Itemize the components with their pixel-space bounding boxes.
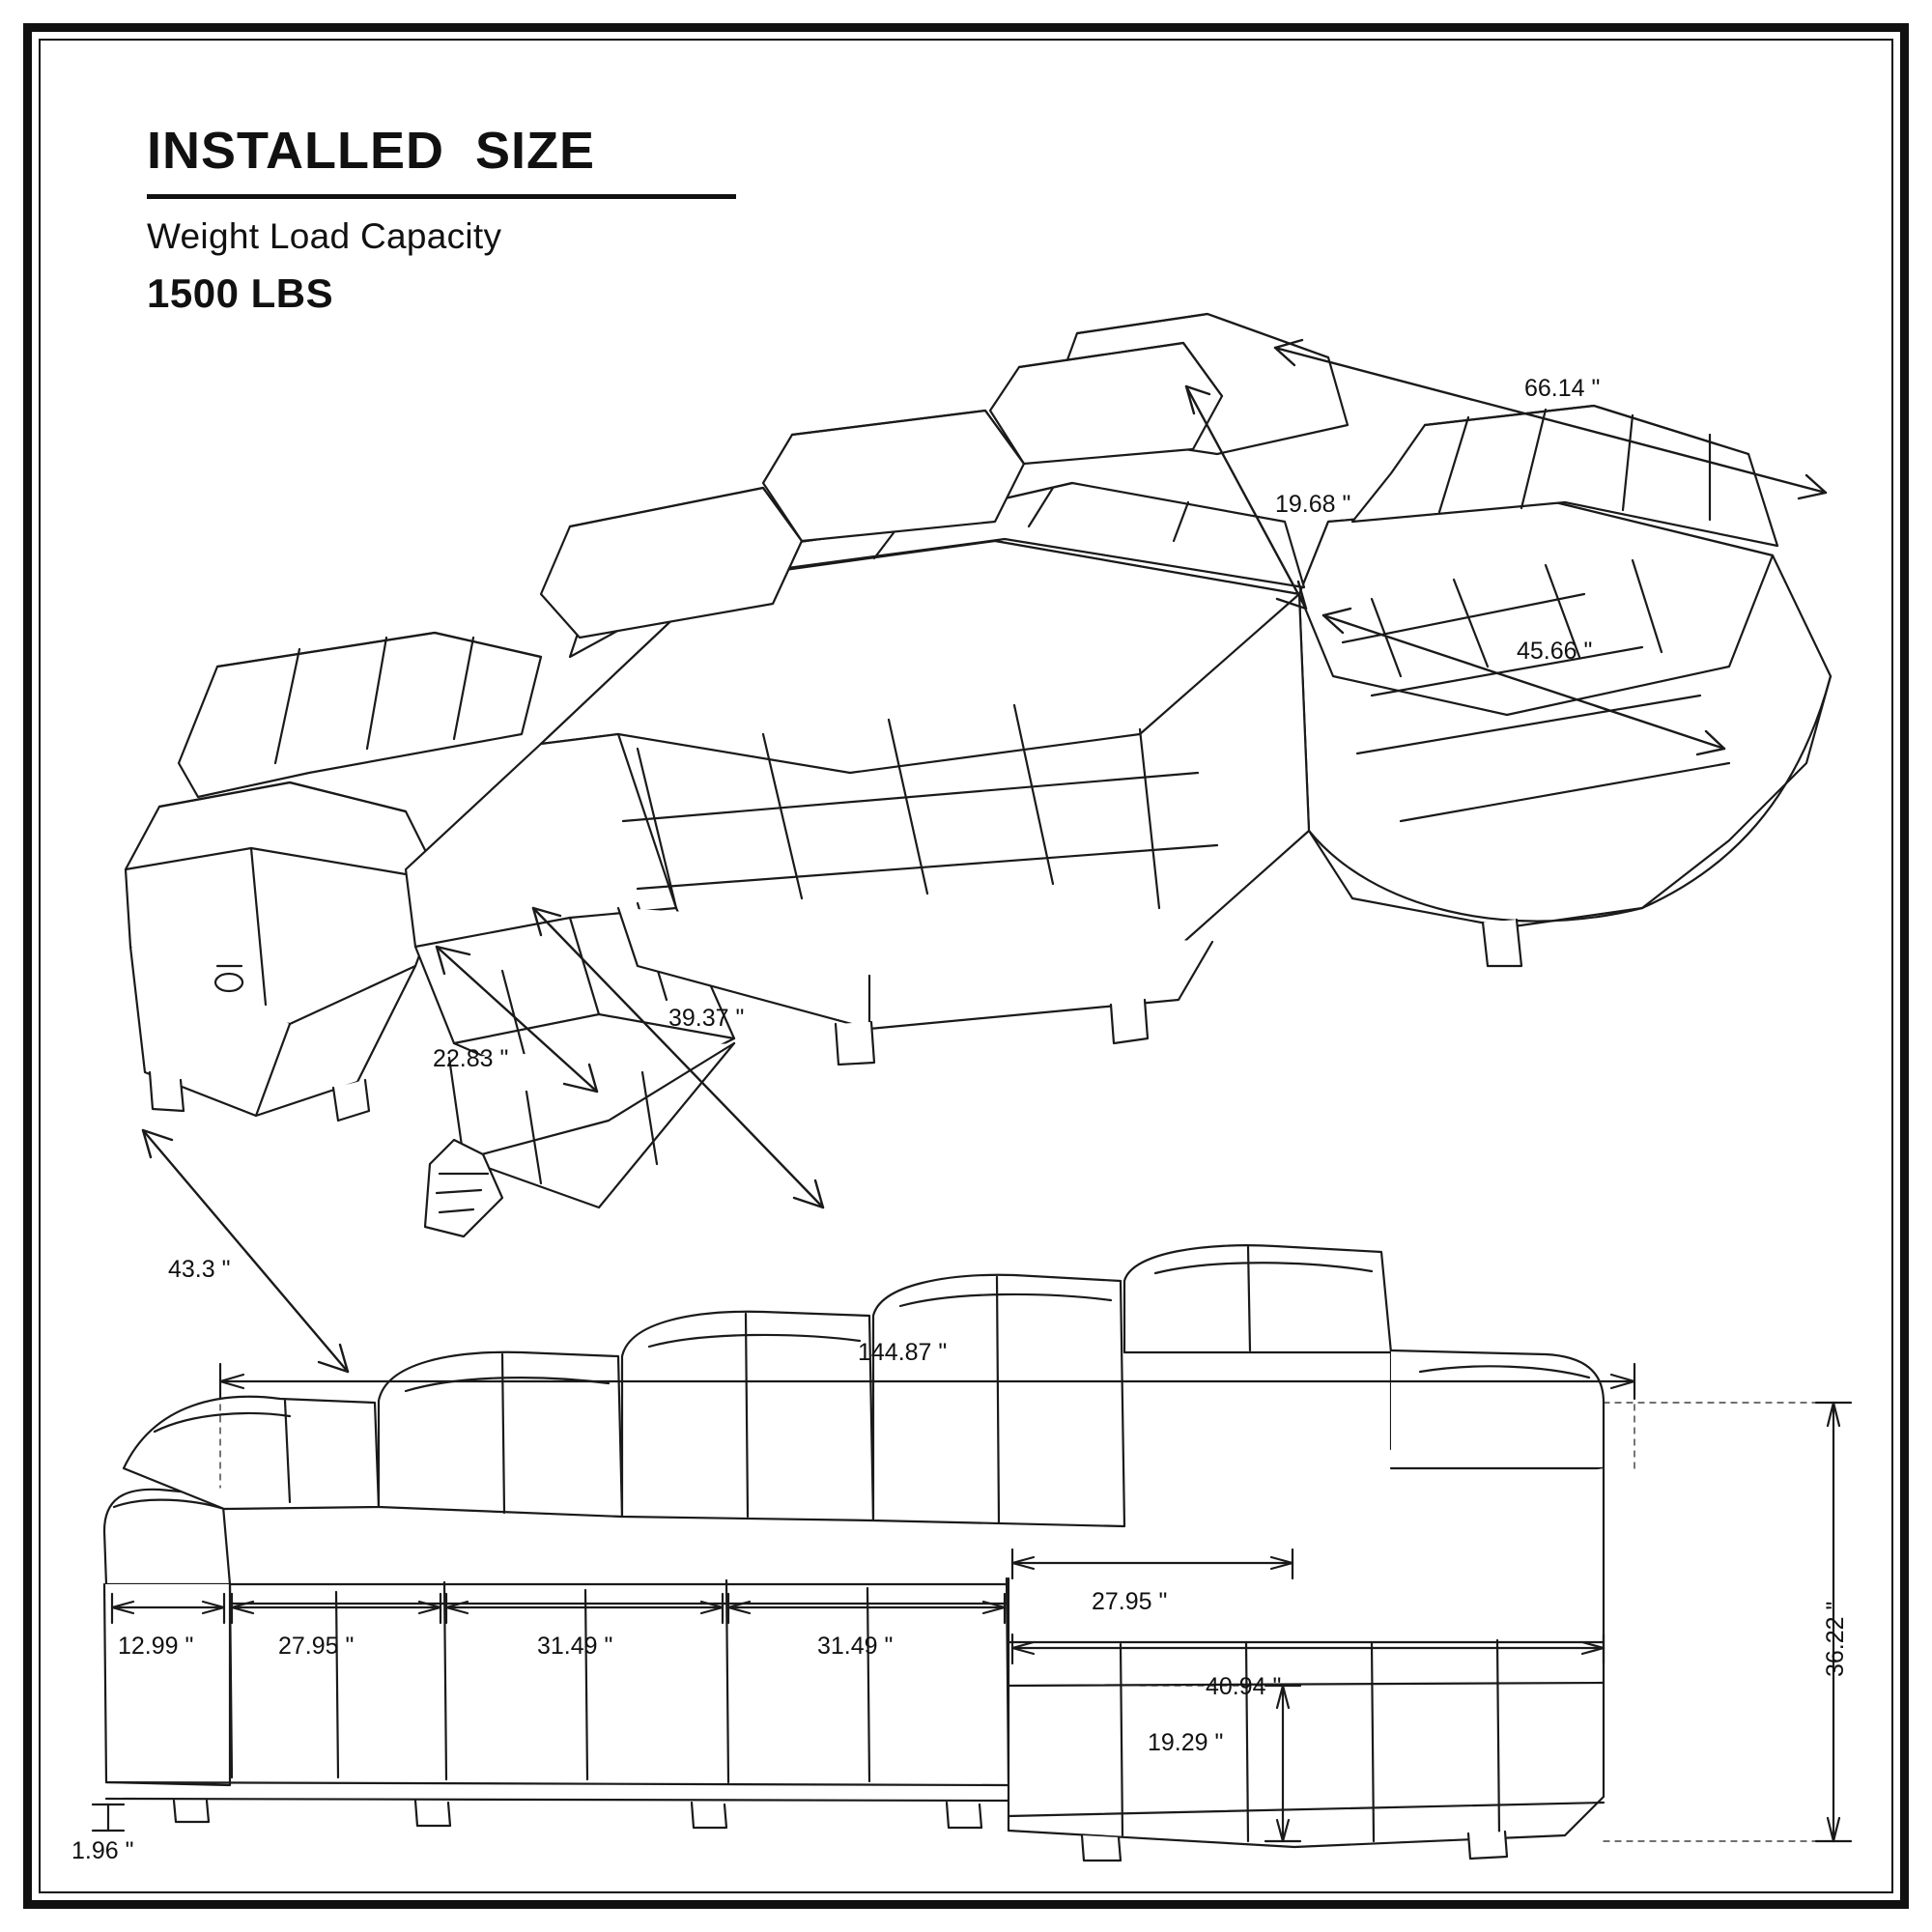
dim-label-31-49-second: 31.49 " (537, 1633, 613, 1660)
dim-label-27-95-chaise: 27.95 " (1092, 1588, 1168, 1615)
dim-label-1-96: 1.96 " (71, 1837, 134, 1864)
perspective-sofa-illustration (126, 314, 1831, 1236)
dim-label-144-87: 144.87 " (858, 1339, 948, 1366)
dim-label-39-37: 39.37 " (668, 1005, 745, 1032)
weight-capacity-label: Weight Load Capacity (147, 215, 502, 256)
dim-label-19-29: 19.29 " (1148, 1729, 1224, 1756)
dim-label-66-14: 66.14 " (1524, 375, 1601, 402)
dim-label-43-3: 43.3 " (168, 1256, 231, 1283)
dim-label-31-49-third: 31.49 " (817, 1633, 894, 1660)
dim-label-22-83: 22.83 " (433, 1045, 509, 1072)
dim-label-19-68: 19.68 " (1275, 491, 1351, 518)
dim-label-36-22: 36.22 " (1822, 1601, 1849, 1677)
weight-capacity-value: 1500 LBS (147, 270, 334, 316)
front-elevation-illustration (104, 1245, 1604, 1861)
page-title: INSTALLED SIZE (147, 122, 596, 180)
dim-label-45-66: 45.66 " (1517, 638, 1593, 665)
dim-label-40-94: 40.94 " (1206, 1673, 1282, 1700)
dim-label-12-99: 12.99 " (118, 1633, 194, 1660)
dim-label-27-95-first: 27.95 " (278, 1633, 355, 1660)
